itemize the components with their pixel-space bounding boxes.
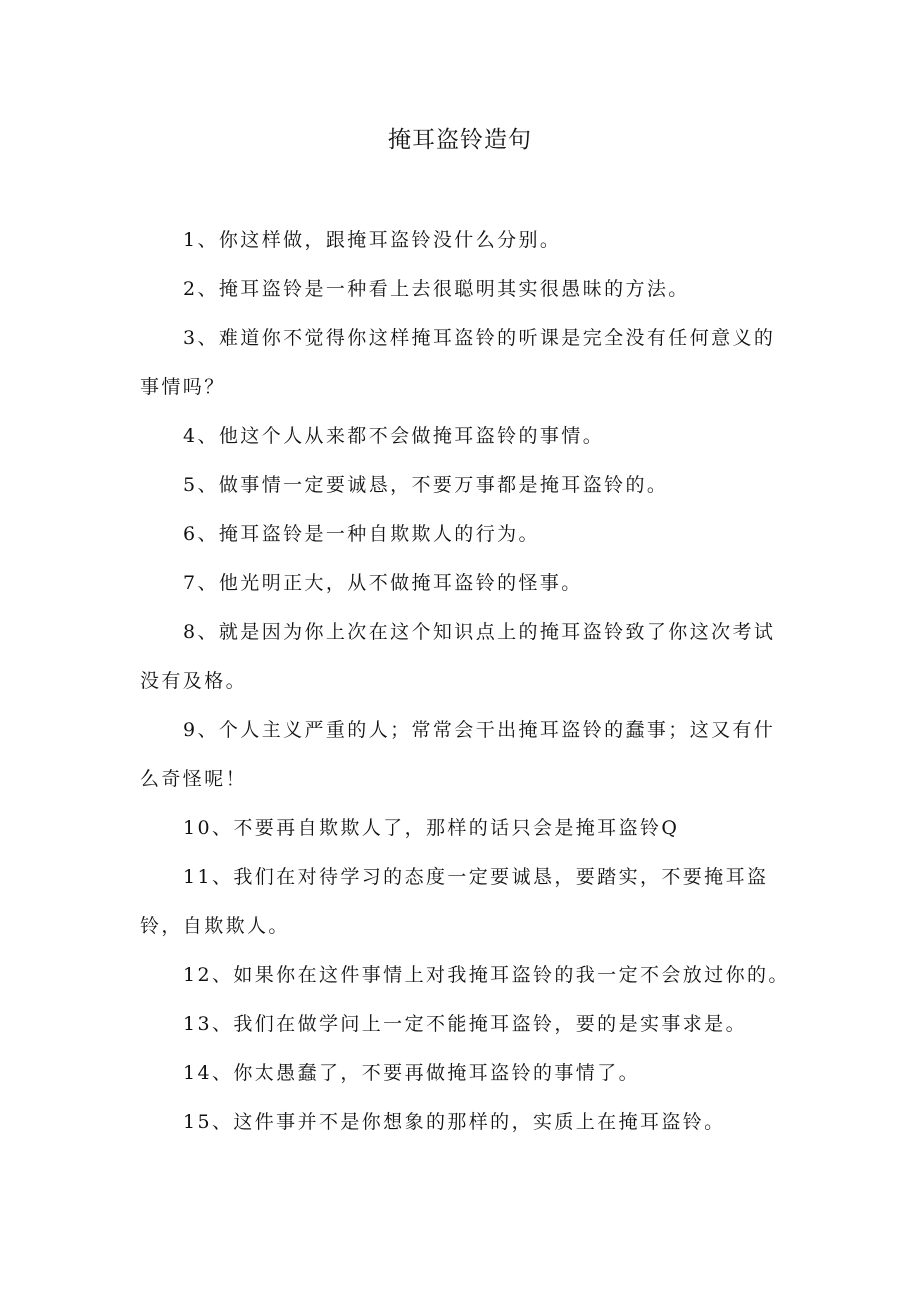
sentence-11: 11、我们在对待学习的态度一定要诚恳，要踏实，不要掩耳盗铃，自欺欺人。 bbox=[140, 866, 769, 937]
sentence-13: 13、我们在做学问上一定不能掩耳盗铃，要的是实事求是。 bbox=[183, 1013, 747, 1035]
sentence-15: 15、这件事并不是你想象的那样的，实质上在掩耳盗铃。 bbox=[183, 1111, 726, 1133]
sentence-10: 10、不要再自欺欺人了，那样的话只会是掩耳盗铃Q bbox=[183, 817, 680, 839]
sentence-8: 8、就是因为你上次在这个知识点上的掩耳盗铃致了你这次考试没有及格。 bbox=[140, 621, 776, 692]
sentence-1: 1、你这样做，跟掩耳盗铃没什么分别。 bbox=[183, 229, 562, 251]
sentence-5: 5、做事情一定要诚恳，不要万事都是掩耳盗铃的。 bbox=[183, 474, 669, 496]
sentence-6: 6、掩耳盗铃是一种自欺欺人的行为。 bbox=[183, 523, 540, 545]
sentence-7: 7、他光明正大，从不做掩耳盗铃的怪事。 bbox=[183, 572, 583, 594]
sentence-2: 2、掩耳盗铃是一种看上去很聪明其实很愚昧的方法。 bbox=[183, 278, 690, 300]
document-title: 掩耳盗铃造句 bbox=[388, 127, 532, 153]
sentence-14: 14、你太愚蠢了，不要再做掩耳盗铃的事情了。 bbox=[183, 1062, 640, 1084]
sentence-4: 4、他这个人从来都不会做掩耳盗铃的事情。 bbox=[183, 425, 605, 447]
sentence-12: 12、如果你在这件事情上对我掩耳盗铃的我一定不会放过你的。 bbox=[183, 964, 790, 986]
sentence-3: 3、难道你不觉得你这样掩耳盗铃的听课是完全没有任何意义的事情吗？ bbox=[140, 327, 776, 398]
sentence-9: 9、个人主义严重的人；常常会干出掩耳盗铃的蠢事；这又有什么奇怪呢！ bbox=[140, 719, 776, 790]
sentence-list bbox=[140, 216, 790, 1147]
